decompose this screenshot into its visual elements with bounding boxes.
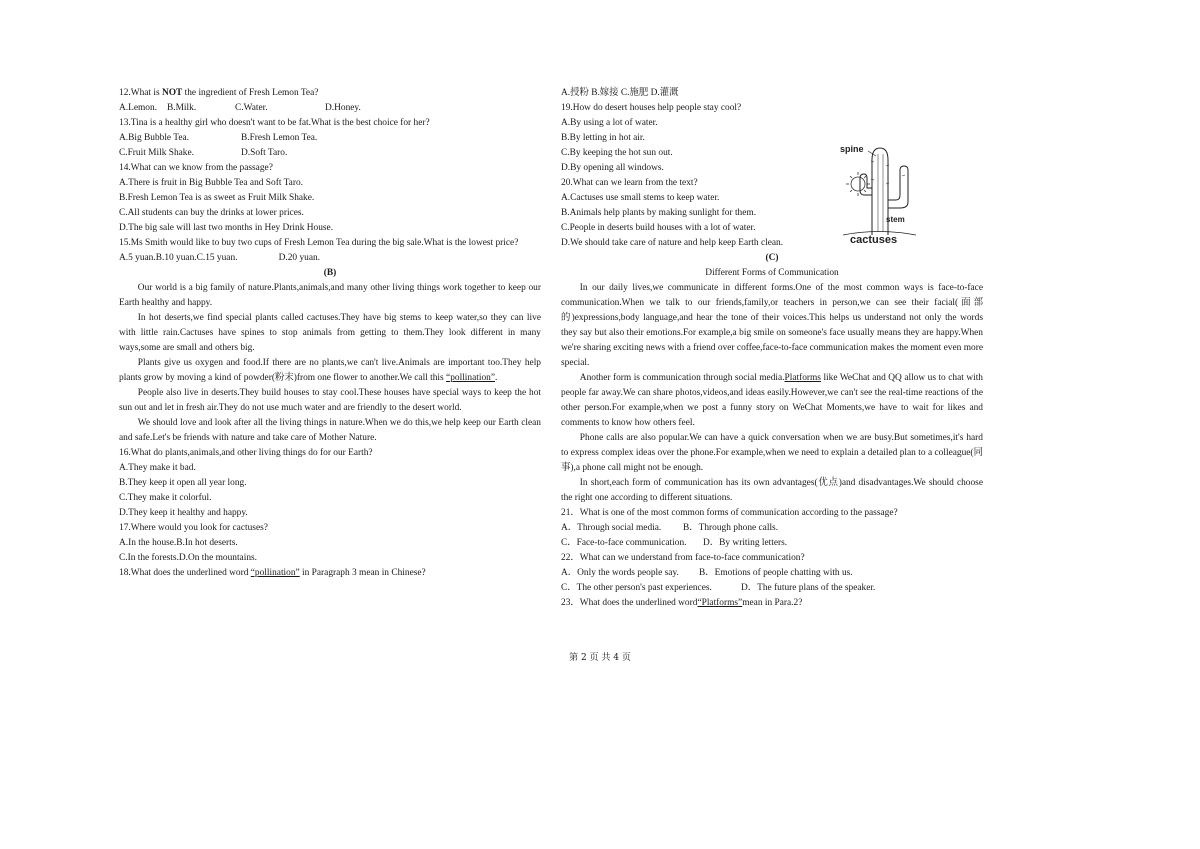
question-21-options-ab: A．Through social media. B．Through phone calls. bbox=[561, 523, 779, 533]
question-20-option-c: C.People in deserts build houses with a lot of water. bbox=[561, 223, 756, 233]
question-22: 22．What can we understand from face-to-face communication? bbox=[561, 553, 805, 563]
question-14-option-a: A.There is fruit in Big Bubble Tea and Soft Taro. bbox=[119, 178, 303, 188]
question-13-options-ab: A.Big Bubble Tea. B.Fresh Lemon Tea. bbox=[119, 133, 318, 143]
section-b-heading: (B) bbox=[323, 268, 337, 278]
question-16-option-a: A.They make it bad. bbox=[119, 463, 196, 473]
question-12-options: A.Lemon. B.Milk. C.Water. D.Honey. bbox=[119, 103, 361, 113]
question-13-options-cd: C.Fruit Milk Shake. D.Soft Taro. bbox=[119, 148, 288, 158]
question-12: 12.What is NOT the ingredient of Fresh Lemon Tea? bbox=[119, 88, 319, 98]
underlined-word-pollination: “pollination” bbox=[446, 373, 495, 383]
question-21-options-cd: C．Face-to-face communication. D．By writing letters. bbox=[561, 538, 788, 548]
passage-c-paragraph-2: Another form is communication through social media.Platforms like WeChat and QQ allow us to chat with people far away.We can share photos,videos,and ideas easily.However,we can't see the real-time reactions of the other person.For example,when we post a funny story on WeChat Moments,we have to wait for likes and comments to know how others feel. bbox=[561, 373, 983, 428]
question-19-option-d: D.By opening all windows. bbox=[561, 163, 664, 173]
question-13: 13.Tina is a healthy girl who doesn't want to be fat.What is the best choice for her? bbox=[119, 118, 430, 128]
question-14-option-b: B.Fresh Lemon Tea is as sweet as Fruit Milk Shake. bbox=[119, 193, 315, 203]
question-15-options: A.5 yuan. B.10 yuan. C.15 yuan. D.20 yuan. bbox=[119, 253, 321, 263]
question-16-option-c: C.They make it colorful. bbox=[119, 493, 212, 503]
question-17-options-ab: A.In the house.B.In hot deserts. bbox=[119, 538, 238, 548]
question-14-option-d: D.The big sale will last two months in Hey Drink House. bbox=[119, 223, 334, 233]
passage-c-paragraph-4: In short,each form of communication has its own advantages(优点)and disadvantages.We should choose the right one according to different situations. bbox=[561, 478, 983, 503]
right-column bbox=[561, 86, 983, 611]
question-14-option-c: C.All students can buy the drinks at lower prices. bbox=[119, 208, 304, 218]
question-15: 15.Ms Smith would like to buy two cups of Fresh Lemon Tea during the big sale.What is the lowest price? bbox=[119, 238, 519, 248]
cactus-illustration bbox=[838, 140, 918, 246]
question-20-option-b: B.Animals help plants by making sunlight for them. bbox=[561, 208, 757, 218]
question-16-option-b: B.They keep it open all year long. bbox=[119, 478, 247, 488]
question-16: 16.What do plants,animals,and other living things do for our Earth? bbox=[119, 448, 373, 458]
question-18-options: A.授粉 B.嫁接 C.施肥 D.灌溉 bbox=[561, 88, 679, 98]
page-footer: 第 2 页 共 4 页 bbox=[569, 653, 631, 663]
passage-b-paragraph-2: In hot deserts,we find special plants called cactuses.They have big stems to keep water,so they can live with little rain.Cactuses have spines to stop animals from getting to them.They look different in many ways,some are small and others big. bbox=[119, 313, 541, 353]
underlined-word-pollination-q18: “pollination” bbox=[250, 568, 300, 578]
question-19: 19.How do desert houses help people stay cool? bbox=[561, 103, 742, 113]
question-17: 17.Where would you look for cactuses? bbox=[119, 523, 268, 533]
question-23: 23．What does the underlined word“Platforms”mean in Para.2? bbox=[561, 598, 803, 608]
underlined-word-platforms: Platforms bbox=[784, 373, 821, 383]
question-14: 14.What can we know from the passage? bbox=[119, 163, 273, 173]
question-20-option-a: A.Cactuses use small stems to keep water. bbox=[561, 193, 720, 203]
question-20: 20.What can we learn from the text? bbox=[561, 178, 698, 188]
passage-b-paragraph-1: Our world is a big family of nature.Plants,animals,and many other living things work together to keep our Earth healthy and happy. bbox=[119, 283, 541, 308]
question-20-option-d: D.We should take care of nature and help keep Earth clean. bbox=[561, 238, 784, 248]
question-19-option-c: C.By keeping the hot sun out. bbox=[561, 148, 673, 158]
label-cactuses: cactuses bbox=[850, 234, 898, 246]
passage-c-paragraph-3: Phone calls are also popular.We can have a quick conversation when we are busy.But sometimes,it's hard to express complex ideas over the phone.For example,when we need to explain a detailed plan to a colleague(同事),a phone call might not be enough. bbox=[561, 433, 983, 473]
question-21: 21．What is one of the most common forms of communication according to the passage? bbox=[561, 508, 898, 518]
question-18: 18.What does the underlined word “pollination” in Paragraph 3 mean in Chinese? bbox=[119, 568, 426, 578]
underlined-word-platforms-q23: “Platforms” bbox=[697, 598, 743, 608]
passage-c-title: Different Forms of Communication bbox=[705, 268, 839, 278]
question-19-option-b: B.By letting in hot air. bbox=[561, 133, 645, 143]
question-22-options-ab: A．Only the words people say. B．Emotions of people chatting with us. bbox=[561, 568, 853, 578]
question-17-options-cd: C.In the forests.D.On the mountains. bbox=[119, 553, 258, 563]
question-19-option-a: A.By using a lot of water. bbox=[561, 118, 658, 128]
label-spine: spine bbox=[840, 144, 864, 154]
passage-b-paragraph-4: People also live in deserts.They build houses to stay cool.These houses have special ways to keep the hot sun out and let in fresh air.They do not use much water and are friendly to the desert world. bbox=[119, 388, 541, 413]
passage-b-paragraph-3: Plants give us oxygen and food.If there are no plants,we can't live.Animals are important too.They help plants grow by moving a kind of powder(粉末)from one flower to another.We call this “pollination”. bbox=[119, 358, 541, 383]
label-stem: stem bbox=[886, 215, 905, 224]
left-column bbox=[119, 86, 541, 581]
question-16-option-d: D.They keep it healthy and happy. bbox=[119, 508, 248, 518]
section-c-heading: (C) bbox=[765, 253, 779, 263]
passage-c-paragraph-1: In our daily lives,we communicate in different forms.One of the most common ways is face-to-face communication.When we talk to our friends,family,or teachers in person,we can see their facial(面部的)expressions,body language,and hear the tone of their voices.This helps us understand not only the words they say but also their emotions.For example,a big smile on someone's face usually means they are happy.When we're sharing exciting news with a friend over coffee,face-to-face communication makes the moment even more special. bbox=[561, 283, 983, 368]
question-22-options-cd: C．The other person's past experiences. D．The future plans of the speaker. bbox=[561, 583, 876, 593]
passage-b-paragraph-5: We should love and look after all the living things in nature.When we do this,we help keep our Earth clean and safe.Let's be friends with nature and take care of Mother Nature. bbox=[119, 418, 541, 443]
cactus-plant bbox=[843, 148, 916, 235]
